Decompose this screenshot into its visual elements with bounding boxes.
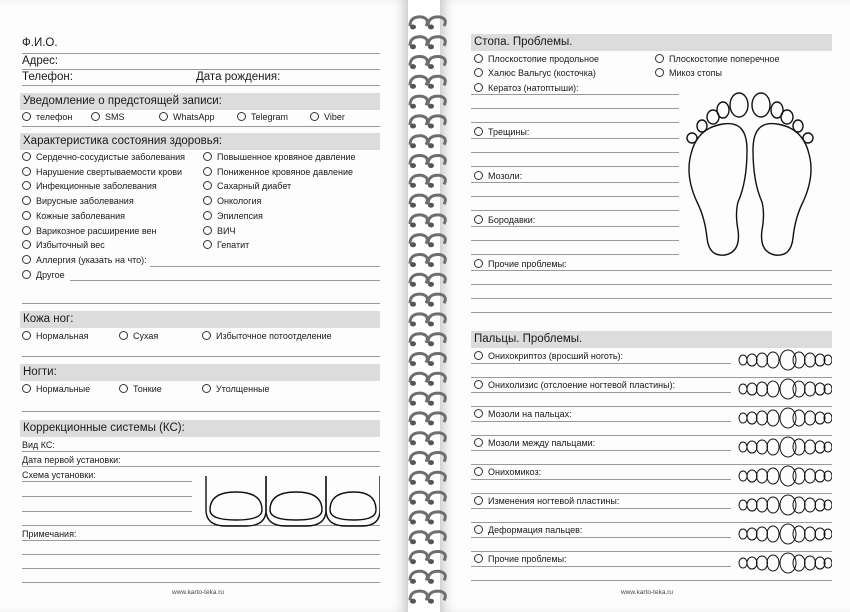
checkbox-circle-icon[interactable] [474,83,483,92]
toe-problem-item[interactable]: Мозоли на пальцах: [474,409,572,420]
toes-outline-icon [738,464,832,488]
checkbox-circle-icon[interactable] [474,467,483,476]
checkbox-circle-icon[interactable] [655,54,664,63]
health-option[interactable]: Онкология [203,196,261,207]
checkbox-circle-icon[interactable] [474,380,483,389]
checkbox-circle-icon[interactable] [203,181,212,190]
toes-title: Пальцы. Проблемы. [471,331,832,348]
nails-option[interactable]: Утолщенные [202,384,270,395]
health-option[interactable]: Гепатит [203,240,249,251]
toe-nail-icon [206,476,380,526]
foot-title: Стопа. Проблемы. [471,34,832,51]
checkbox-circle-icon[interactable] [474,409,483,418]
address-label: Адрес: [22,55,59,67]
toes-outline-icon [738,377,832,401]
spiral-ring-icon [410,255,427,264]
checkbox-circle-icon[interactable] [474,554,483,563]
spiral-ring-icon [410,492,427,501]
foot-problem-item[interactable]: Кератоз (натоптыши): [474,83,579,94]
health-option[interactable]: Избыточный вес [22,240,105,251]
right-page [440,0,850,612]
toe-problem-item[interactable]: Деформация пальцев: [474,525,582,536]
skin-option[interactable]: Сухая [119,331,158,342]
checkbox-circle-icon[interactable] [202,384,211,393]
spiral-ring-icon [410,37,427,46]
toe-problem-item[interactable]: Прочие проблемы: [474,554,567,565]
checkbox-circle-icon[interactable] [474,496,483,505]
notify-option[interactable]: Viber [310,112,345,123]
toes-outline-icon [738,522,832,546]
checkbox-circle-icon[interactable] [203,226,212,235]
spiral-ring-icon [410,136,427,145]
left-footer: www.karto-teka.ru [172,589,225,596]
skin-title: Кожа ног: [20,311,380,328]
skin-option[interactable]: Нормальная [22,331,89,342]
checkbox-circle-icon[interactable] [203,240,212,249]
spiral-ring-icon [410,235,427,244]
skin-option[interactable]: Избыточное потоотделение [202,331,332,342]
ks-date-label: Дата первой установки: [22,455,121,465]
checkbox-circle-icon[interactable] [22,211,31,220]
checkbox-circle-icon[interactable] [22,167,31,176]
checkbox-circle-icon[interactable] [91,112,100,121]
spiral-ring-icon [410,57,427,66]
checkbox-circle-icon[interactable] [474,171,483,180]
toe-problem-item[interactable]: Онихокриптоз (вросший ноготь): [474,351,623,362]
ks-type-label: Вид КС: [22,440,55,450]
spiral-ring-icon [410,195,427,204]
checkbox-circle-icon[interactable] [22,270,31,279]
checkbox-circle-icon[interactable] [22,226,31,235]
spiral-ring-icon [410,215,427,224]
spiral-ring-icon [410,453,427,462]
health-option[interactable]: ВИЧ [203,226,235,237]
spiral-ring-icon [410,175,427,184]
checkbox-circle-icon[interactable] [474,259,483,268]
birthdate-label: Дата рождения: [196,71,281,83]
checkbox-circle-icon[interactable] [22,255,31,264]
spiral-ring-icon [410,591,427,600]
toes-outline-icon [738,435,832,459]
spiral-ring-icon [410,512,427,521]
spiral-ring-icon [410,76,427,85]
checkbox-circle-icon[interactable] [202,331,211,340]
spiral-ring-icon [410,373,427,382]
checkbox-circle-icon[interactable] [203,211,212,220]
left-page [0,0,408,612]
notify-option[interactable]: Telegram [237,112,288,123]
foot-problem-item[interactable]: Прочие проблемы: [474,259,567,270]
spiral-ring-icon [410,413,427,422]
spiral-ring-icon [410,552,427,561]
spiral-ring-icon [410,294,427,303]
checkbox-circle-icon[interactable] [203,196,212,205]
spiral-ring-icon [410,274,427,283]
toes-outline-icon [738,406,832,430]
checkbox-circle-icon[interactable] [237,112,246,121]
spiral-ring-icon [410,156,427,165]
checkbox-circle-icon[interactable] [203,167,212,176]
notify-title: Уведомление о предстоящей записи: [20,93,380,110]
health-option[interactable]: Пониженное кровяное давление [203,167,353,178]
checkbox-circle-icon[interactable] [474,215,483,224]
health-option[interactable]: Сахарный диабет [203,181,291,192]
checkbox-circle-icon[interactable] [474,438,483,447]
spiral-ring-icon [410,17,427,26]
spiral-ring-icon [410,314,427,323]
feet-outline-icon [683,90,817,258]
checkbox-circle-icon[interactable] [22,240,31,249]
health-option[interactable]: Кожные заболевания [22,211,125,222]
checkbox-circle-icon[interactable] [22,181,31,190]
toes-outline-icon [738,551,832,575]
checkbox-circle-icon[interactable] [474,54,483,63]
foot-option[interactable]: Микоз стопы [655,68,722,79]
checkbox-circle-icon[interactable] [474,351,483,360]
notify-option[interactable]: SMS [91,112,125,123]
checkbox-circle-icon[interactable] [22,112,31,121]
toe-problem-item[interactable]: Изменения ногтевой пластины: [474,496,619,507]
name-label: Ф.И.О. [22,37,58,49]
ks-scheme-label: Схема установки: [22,470,96,480]
toe-problem-item[interactable]: Онихолизис (отслоение ногтевой пластины): [474,380,675,391]
health-option[interactable]: Аллергия (указать на что): [22,255,147,266]
spiral-ring-icon [410,334,427,343]
phone-label: Телефон: [22,71,73,83]
foot-problem-item[interactable]: Трещины: [474,127,529,138]
health-option[interactable]: Варикозное расширение вен [22,226,157,237]
checkbox-circle-icon[interactable] [22,196,31,205]
nails-option[interactable]: Нормальные [22,384,90,395]
checkbox-circle-icon[interactable] [22,384,31,393]
foot-option[interactable]: Плоскостопие поперечное [655,54,779,65]
toes-outline-icon [738,493,832,517]
checkbox-circle-icon[interactable] [159,112,168,121]
checkbox-circle-icon[interactable] [119,331,128,340]
nails-option[interactable]: Тонкие [119,384,162,395]
health-option[interactable]: Инфекционные заболевания [22,181,157,192]
spiral-ring-icon [410,433,427,442]
checkbox-circle-icon[interactable] [310,112,319,121]
checkbox-circle-icon[interactable] [474,127,483,136]
checkbox-circle-icon[interactable] [22,152,31,161]
foot-option[interactable]: Плоскостопие продольное [474,54,599,65]
toe-problem-item[interactable]: Онихомикоз: [474,467,541,478]
toe-nail-diagram [196,470,380,530]
checkbox-circle-icon[interactable] [474,525,483,534]
spiral-ring-icon [410,571,427,580]
checkbox-circle-icon[interactable] [22,331,31,340]
foot-problem-item[interactable]: Бородавки: [474,215,535,226]
checkbox-circle-icon[interactable] [474,68,483,77]
correction-title: Коррекционные системы (КС): [20,420,380,437]
health-option[interactable]: Повышенное кровяное давление [203,152,355,163]
foot-problem-item[interactable]: Мозоли: [474,171,522,182]
spiral-ring-icon [410,354,427,363]
ks-notes-label: Примечания: [22,529,77,539]
checkbox-circle-icon[interactable] [655,68,664,77]
health-title: Характеристика состояния здоровья: [20,133,380,150]
toe-problem-item[interactable]: Мозоли между пальцами: [474,438,595,449]
health-option[interactable]: Другое [22,270,65,281]
health-option[interactable]: Сердечно-сосудистые заболевания [22,152,185,163]
right-footer: www.karto-teka.ru [621,589,674,596]
spiral-ring-icon [410,532,427,541]
checkbox-circle-icon[interactable] [119,384,128,393]
checkbox-circle-icon[interactable] [203,152,212,161]
notify-option[interactable]: телефон [22,112,72,123]
nails-title: Ногти: [20,364,380,381]
spiral-ring-icon [410,393,427,402]
health-option[interactable]: Эпилепсия [203,211,263,222]
foot-option[interactable]: Халюс Вальгус (косточка) [474,68,596,79]
health-option[interactable]: Вирусные заболевания [22,196,134,207]
spiral-ring-icon [410,472,427,481]
spiral-ring-icon [410,96,427,105]
toes-outline-icon [738,348,832,372]
health-option[interactable]: Нарушение свертываемости крови [22,167,182,178]
spiral-ring-icon [410,116,427,125]
notify-option[interactable]: WhatsApp [159,112,215,123]
